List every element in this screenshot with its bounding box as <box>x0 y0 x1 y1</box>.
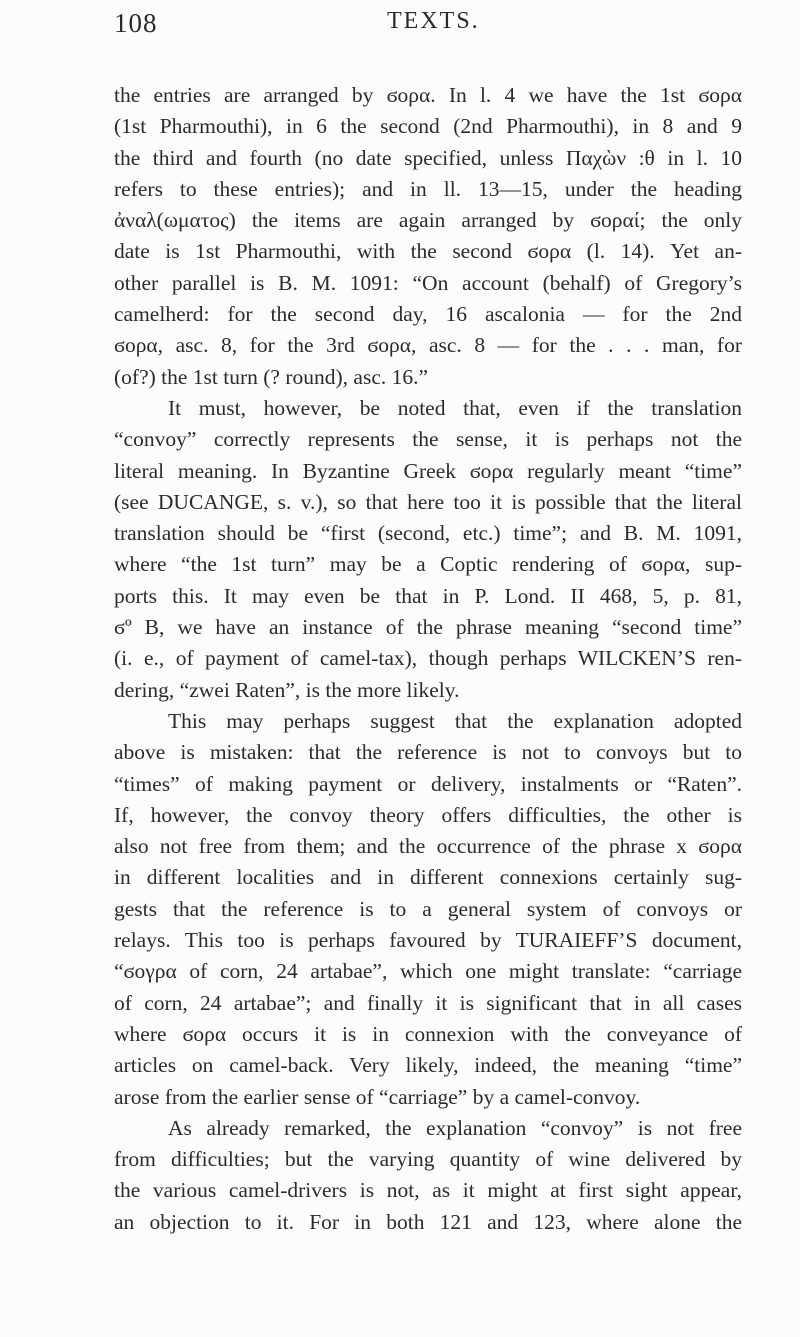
text-line: above is mistaken: that the reference is not to convoys but to <box>114 740 742 765</box>
text-line: ϭορα, asc. 8, for the 3rd ϭορα, asc. 8 — for the . . . man, for <box>114 333 742 358</box>
text-line: If, however, the convoy theory offers difficulties, the other is <box>114 802 742 827</box>
text-line: ϭº Β, we have an instance of the phrase meaning “second time” <box>114 615 742 640</box>
text-line: ἀναλ(ωματος) the items are again arranged by ϭοραί; the only <box>114 208 742 233</box>
text-line: dering, “zwei Raten”, is the more likely. <box>114 677 460 702</box>
text-line: refers to these entries); and in ll. 13—15, under the heading <box>114 176 742 201</box>
text-line: the entries are arranged by ϭορα. In l. 4 we have the 1st ϭορα <box>114 83 742 107</box>
text-line: in different localities and in different connexions certainly sug- <box>114 865 742 890</box>
body-text <box>114 80 742 1238</box>
text-line: (see DUCANGE, s. v.), so that here too it is possible that the literal <box>114 489 742 514</box>
text-line: other parallel is B. M. 1091: “On account (behalf) of Gregory’s <box>114 270 742 295</box>
running-head <box>0 8 800 48</box>
text-line: gests that the reference is to a general system of convoys or <box>114 896 742 921</box>
text-line: It must, however, be noted that, even if the translation <box>168 395 742 420</box>
text-line: relays. This too is perhaps favoured by TURAIEFF’S document, <box>114 928 742 953</box>
text-line: (of?) the 1st turn (? round), asc. 16.” <box>114 364 429 389</box>
text-line: an objection to it. For in both 121 and 123, where alone the <box>114 1209 742 1234</box>
text-line: where “the 1st turn” may be a Coptic rendering of ϭορα, sup- <box>114 552 742 577</box>
text-line: (i. e., of payment of camel-tax), though perhaps WILCKEN’S ren- <box>114 646 742 671</box>
text-line: “times” of making payment or delivery, instalments or “Raten”. <box>114 771 742 796</box>
text-line: the various camel-drivers is not, as it might at first sight appear, <box>114 1178 742 1203</box>
text-line: also not free from them; and the occurrence of the phrase x ϭορα <box>114 834 742 859</box>
text-line: “ϭογρα of corn, 24 artabae”, which one might translate: “carriage <box>114 959 742 984</box>
text-line: ports this. It may even be that in P. Lond. II 468, 5, p. 81, <box>114 583 742 608</box>
running-title: TEXTS. <box>387 8 480 34</box>
text-line: translation should be “first (second, etc.) time”; and B. M. 1091, <box>114 521 742 546</box>
text-line: where ϭορα occurs it is in connexion with the conveyance of <box>114 1021 742 1046</box>
text-line: literal meaning. In Byzantine Greek ϭορα regularly meant “time” <box>114 458 742 483</box>
text-line: of corn, 24 artabae”; and finally it is significant that in all cases <box>114 990 742 1015</box>
text-line: from difficulties; but the varying quantity of wine delivered by <box>114 1147 742 1172</box>
text-line: (1st Pharmouthi), in 6 the second (2nd Pharmouthi), in 8 and 9 <box>114 114 742 139</box>
text-line: camelherd: for the second day, 16 ascalonia — for the 2nd <box>114 302 742 327</box>
text-line: arose from the earlier sense of “carriage” by a camel-convoy. <box>114 1084 641 1109</box>
text-line: As already remarked, the explanation “convoy” is not free <box>168 1115 742 1140</box>
text-line: “convoy” correctly represents the sense, it is perhaps not the <box>114 427 742 452</box>
text-line: the third and fourth (no date specified, unless Παχὼν :θ in l. 10 <box>114 145 742 170</box>
text-line: This may perhaps suggest that the explanation adopted <box>168 708 742 733</box>
page-number: 108 <box>114 8 158 38</box>
text-line: articles on camel-back. Very likely, indeed, the meaning “time” <box>114 1053 742 1078</box>
text-line: date is 1st Pharmouthi, with the second ϭορα (l. 14). Yet an- <box>114 239 742 264</box>
